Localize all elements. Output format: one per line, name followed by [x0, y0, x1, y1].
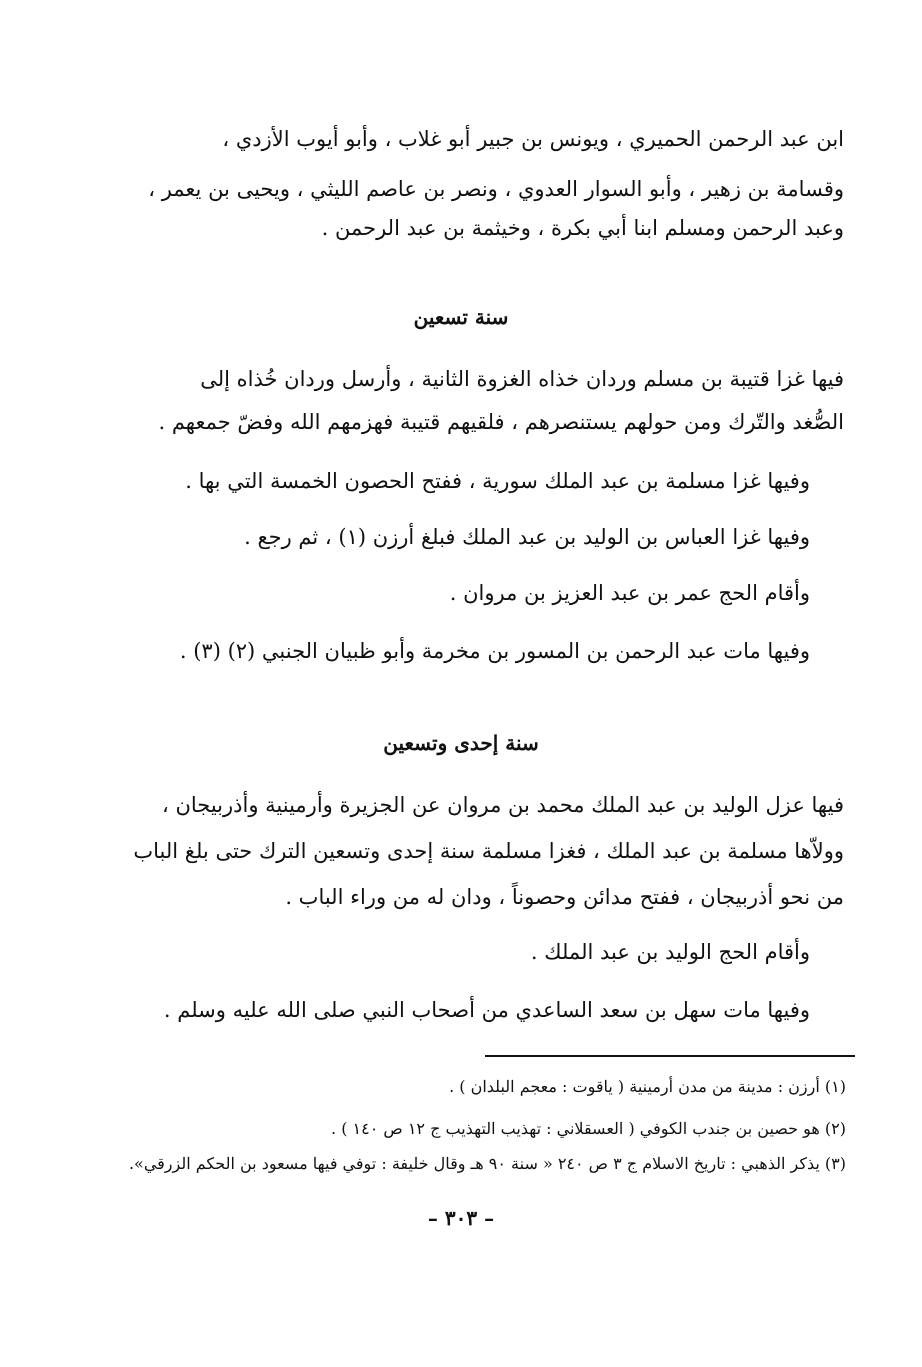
paragraph-line: فيها غزا قتيبة بن مسلم وردان خذاه الغزوة الثانية ، وأرسل وردان خُذاه إلى: [200, 367, 844, 391]
paragraph-line: الصُّغد والتّرك ومن حولهم يستنصرهم ، فلقيهم قتيبة فهزمهم الله وفضّ جمعهم .: [158, 410, 844, 434]
paragraph-line: وفيها غزا مسلمة بن عبد الملك سورية ، ففتح الحصون الخمسة التي بها .: [185, 469, 810, 493]
section-heading-year-91: سنة إحدى وتسعين: [383, 731, 539, 755]
intro-line-2: وقسامة بن زهير ، وأبو السوار العدوي ، ونصر بن عاصم الليثي ، ويحيى بن يعمر ،: [148, 177, 844, 201]
footnote-3: (٣) يذكر الذهبي : تاريخ الاسلام ج ٣ ص ٢٤٠ « سنة ٩٠ هـ وقال خليفة : توفي فيها مسعود بن الحكم الزرقي».: [128, 1154, 846, 1173]
footnote-2: (٢) هو حصين بن جندب الكوفي ( العسقلاني : تهذيب التهذيب ج ١٢ ص ١٤٠ ) .: [331, 1119, 846, 1138]
paragraph-line: من نحو أذربيجان ، ففتح مدائن وحصوناً ، ودان له من وراء الباب .: [285, 885, 844, 909]
intro-line-1: ابن عبد الرحمن الحميري ، ويونس بن جبير أبو غلاب ، وأبو أيوب الأزدي ،: [222, 127, 844, 151]
paragraph-line: وأقام الحج الوليد بن عبد الملك .: [530, 940, 810, 964]
paragraph-line: وأقام الحج عمر بن عبد العزيز بن مروان .: [449, 581, 810, 605]
paragraph-line: وفيها غزا العباس بن الوليد بن عبد الملك فبلغ أرزن (١) ، ثم رجع .: [244, 525, 810, 549]
paragraph-line: وولاّها مسلمة بن عبد الملك ، فغزا مسلمة سنة إحدى وتسعين الترك حتى بلغ الباب: [133, 839, 844, 863]
section-heading-year-90: سنة تسعين: [413, 305, 509, 329]
footnote-1: (١) أرزن : مدينة من مدن أرمينية ( ياقوت : معجم البلدان ) .: [449, 1077, 846, 1096]
paragraph-line: وفيها مات عبد الرحمن بن المسور بن مخرمة وأبو ظبيان الجنبي (٢) (٣) .: [179, 639, 810, 663]
paragraph-line: فيها عزل الوليد بن عبد الملك محمد بن مروان عن الجزيرة وأرمينية وأذربيجان ،: [162, 793, 844, 817]
paragraph-line: وفيها مات سهل بن سعد الساعدي من أصحاب النبي صلى الله عليه وسلم .: [163, 998, 810, 1022]
intro-line-3: وعبد الرحمن ومسلم ابنا أبي بكرة ، وخيثمة بن عبد الرحمن .: [321, 216, 844, 240]
footnote-divider: [485, 1055, 855, 1057]
page-number: – ٣٠٣ –: [427, 1206, 495, 1230]
